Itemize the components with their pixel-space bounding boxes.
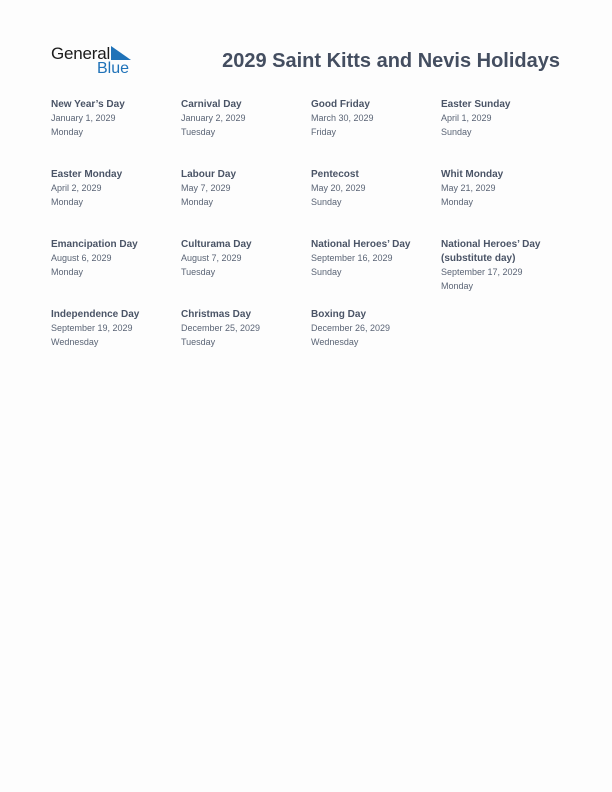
holiday-name: New Year’s Day [51, 99, 125, 110]
holiday-name: Whit Monday [441, 169, 504, 180]
holiday-item [181, 308, 306, 349]
holiday-item [181, 98, 306, 139]
holiday-name: Christmas Day [181, 309, 252, 320]
holiday-weekday: Sunday [311, 266, 342, 277]
holiday-item [51, 238, 176, 279]
holiday-date: March 30, 2029 [311, 113, 374, 123]
holiday-weekday: Sunday [311, 196, 342, 207]
holiday-item [311, 98, 436, 139]
holiday-item [51, 98, 176, 139]
holiday-weekday: Wednesday [311, 336, 359, 347]
holiday-weekday: Sunday [441, 126, 472, 137]
flag-icon [111, 46, 131, 60]
holiday-weekday: Friday [311, 126, 337, 137]
holiday-date: January 2, 2029 [181, 113, 246, 123]
holiday-weekday: Tuesday [181, 266, 216, 277]
logo-word-general: General [51, 44, 111, 63]
holiday-item [441, 98, 566, 139]
holiday-weekday: Monday [441, 280, 474, 291]
holiday-date: December 26, 2029 [311, 323, 391, 333]
holiday-name: Good Friday [311, 99, 370, 110]
holiday-weekday: Wednesday [51, 336, 99, 347]
holiday-weekday: Monday [51, 126, 84, 137]
holiday-item [311, 238, 436, 279]
holiday-weekday: Monday [181, 196, 214, 207]
page-title: 2029 Saint Kitts and Nevis Holidays [222, 50, 560, 72]
holiday-item [51, 308, 176, 349]
holiday-item [311, 168, 436, 209]
holiday-item [441, 238, 561, 293]
holiday-name: Carnival Day [181, 99, 242, 110]
holiday-date: May 7, 2029 [181, 183, 231, 193]
holiday-name: Independence Day [51, 309, 140, 320]
holiday-name: Emancipation Day [51, 239, 138, 250]
holiday-date: August 7, 2029 [181, 253, 242, 263]
holiday-weekday: Monday [51, 266, 84, 277]
holiday-date: September 16, 2029 [311, 253, 393, 263]
generalblue-logo [51, 44, 141, 78]
holiday-item [441, 168, 566, 209]
holiday-date: April 2, 2029 [51, 183, 102, 193]
holiday-date: September 17, 2029 [441, 267, 523, 277]
holiday-date: December 25, 2029 [181, 323, 261, 333]
holiday-name: Labour Day [181, 169, 237, 180]
holiday-name: Culturama Day [181, 239, 252, 250]
holiday-item [311, 308, 436, 349]
holiday-weekday: Tuesday [181, 336, 216, 347]
holiday-name: Boxing Day [311, 309, 367, 320]
holiday-date: April 1, 2029 [441, 113, 492, 123]
holiday-name: Easter Sunday [441, 99, 511, 110]
holiday-date: August 6, 2029 [51, 253, 112, 263]
holiday-name: Easter Monday [51, 169, 123, 180]
holiday-date: May 20, 2029 [311, 183, 366, 193]
holiday-date: May 21, 2029 [441, 183, 496, 193]
holiday-name: National Heroes’ Day (substitute day) [441, 239, 541, 264]
holiday-name: National Heroes’ Day [311, 239, 411, 250]
holiday-weekday: Monday [441, 196, 474, 207]
holiday-name: Pentecost [311, 169, 359, 180]
holiday-date: September 19, 2029 [51, 323, 133, 333]
holiday-weekday: Tuesday [181, 126, 216, 137]
holiday-item [51, 168, 176, 209]
holiday-item [181, 238, 306, 279]
logo-word-blue: Blue [97, 60, 130, 77]
holiday-item [181, 168, 306, 209]
holiday-weekday: Monday [51, 196, 84, 207]
holiday-date: January 1, 2029 [51, 113, 116, 123]
